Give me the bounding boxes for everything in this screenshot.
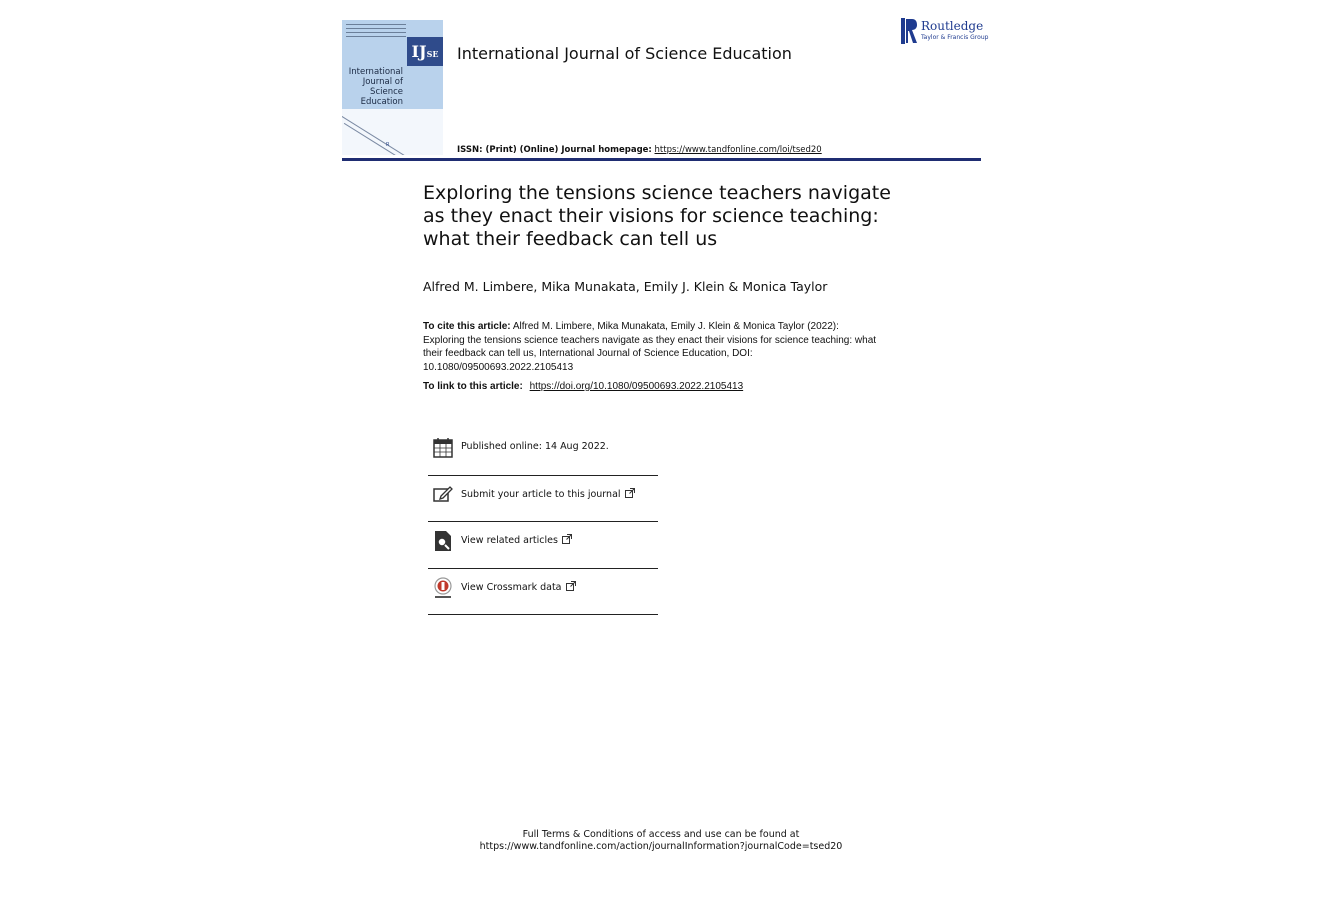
crossmark-icon — [432, 577, 454, 599]
doi-link[interactable]: https://doi.org/10.1080/09500693.2022.2105413 — [529, 381, 744, 392]
cover-title-line: Science — [370, 87, 403, 97]
edit-icon — [432, 484, 454, 506]
article-title — [423, 182, 903, 251]
cover-logo-letters: IJ — [411, 42, 427, 61]
search-document-icon — [432, 530, 454, 552]
cover-title-line: Education — [360, 97, 403, 107]
crossmark-item[interactable] — [428, 577, 658, 623]
article-title-line: Exploring the tensions science teachers navigate — [423, 182, 891, 204]
published-online-item — [428, 437, 658, 483]
related-articles-item[interactable] — [428, 530, 658, 576]
article-link-line — [423, 381, 743, 392]
header-divider — [342, 158, 981, 161]
cover-text-lines — [346, 24, 406, 40]
journal-cover-image — [342, 20, 443, 155]
publisher-group: Taylor & Francis Group — [921, 34, 989, 41]
cover-title-line: International — [348, 67, 403, 77]
routledge-r-icon — [901, 18, 918, 44]
info-divider — [428, 568, 658, 569]
info-divider — [428, 614, 658, 615]
external-link-icon — [562, 534, 572, 544]
issn-label: ISSN: (Print) (Online) Journal homepage: — [457, 145, 652, 155]
crossmark-text[interactable] — [461, 581, 576, 593]
crossmark-label: View Crossmark data — [461, 582, 562, 593]
cite-text: Alfred M. Limbere, Mika Munakata, Emily J. Klein & Monica Taylor (2022): Exploring the tensions science teachers navigate as they enact their visions for science teaching: what their feedback can tell us, International Journal of Science Education, DOI: 10.1080/09500693.2022.2105413 — [423, 321, 877, 373]
cover-title — [342, 67, 403, 107]
article-title-line: as they enact their visions for science teaching: — [423, 205, 879, 227]
footer-terms — [0, 829, 1322, 853]
citation-block — [423, 320, 883, 374]
external-link-icon — [566, 581, 576, 591]
publisher-name: Routledge — [921, 19, 984, 33]
journal-homepage-link[interactable]: https://www.tandfonline.com/loi/tsed20 — [654, 145, 822, 155]
journal-cover-logo — [407, 37, 443, 66]
published-online-text: Published online: 14 Aug 2022. — [461, 441, 609, 452]
footer-line: Full Terms & Conditions of access and use can be found at — [522, 829, 800, 840]
info-divider — [428, 521, 658, 522]
journal-name: International Journal of Science Education — [457, 44, 792, 63]
submit-article-text[interactable] — [461, 488, 635, 500]
link-label: To link to this article: — [423, 381, 523, 392]
submit-article-item[interactable] — [428, 484, 658, 530]
article-title-line: what their feedback can tell us — [423, 228, 718, 250]
external-link-icon — [625, 488, 635, 498]
calendar-icon — [432, 437, 454, 459]
cover-logo-small: SE — [426, 49, 439, 59]
cover-title-line: Journal of — [362, 77, 403, 87]
submit-article-label: Submit your article to this journal — [461, 489, 621, 500]
issn-line — [457, 145, 822, 155]
cover-publisher-mark: R — [386, 142, 390, 148]
related-articles-label: View related articles — [461, 535, 558, 546]
footer-url[interactable]: https://www.tandfonline.com/action/journalInformation?journalCode=tsed20 — [479, 841, 843, 852]
publisher-logo — [901, 18, 989, 44]
article-authors: Alfred M. Limbere, Mika Munakata, Emily J. Klein & Monica Taylor — [423, 279, 828, 294]
related-articles-text[interactable] — [461, 534, 572, 546]
cite-label: To cite this article: — [423, 321, 511, 332]
info-divider — [428, 475, 658, 476]
